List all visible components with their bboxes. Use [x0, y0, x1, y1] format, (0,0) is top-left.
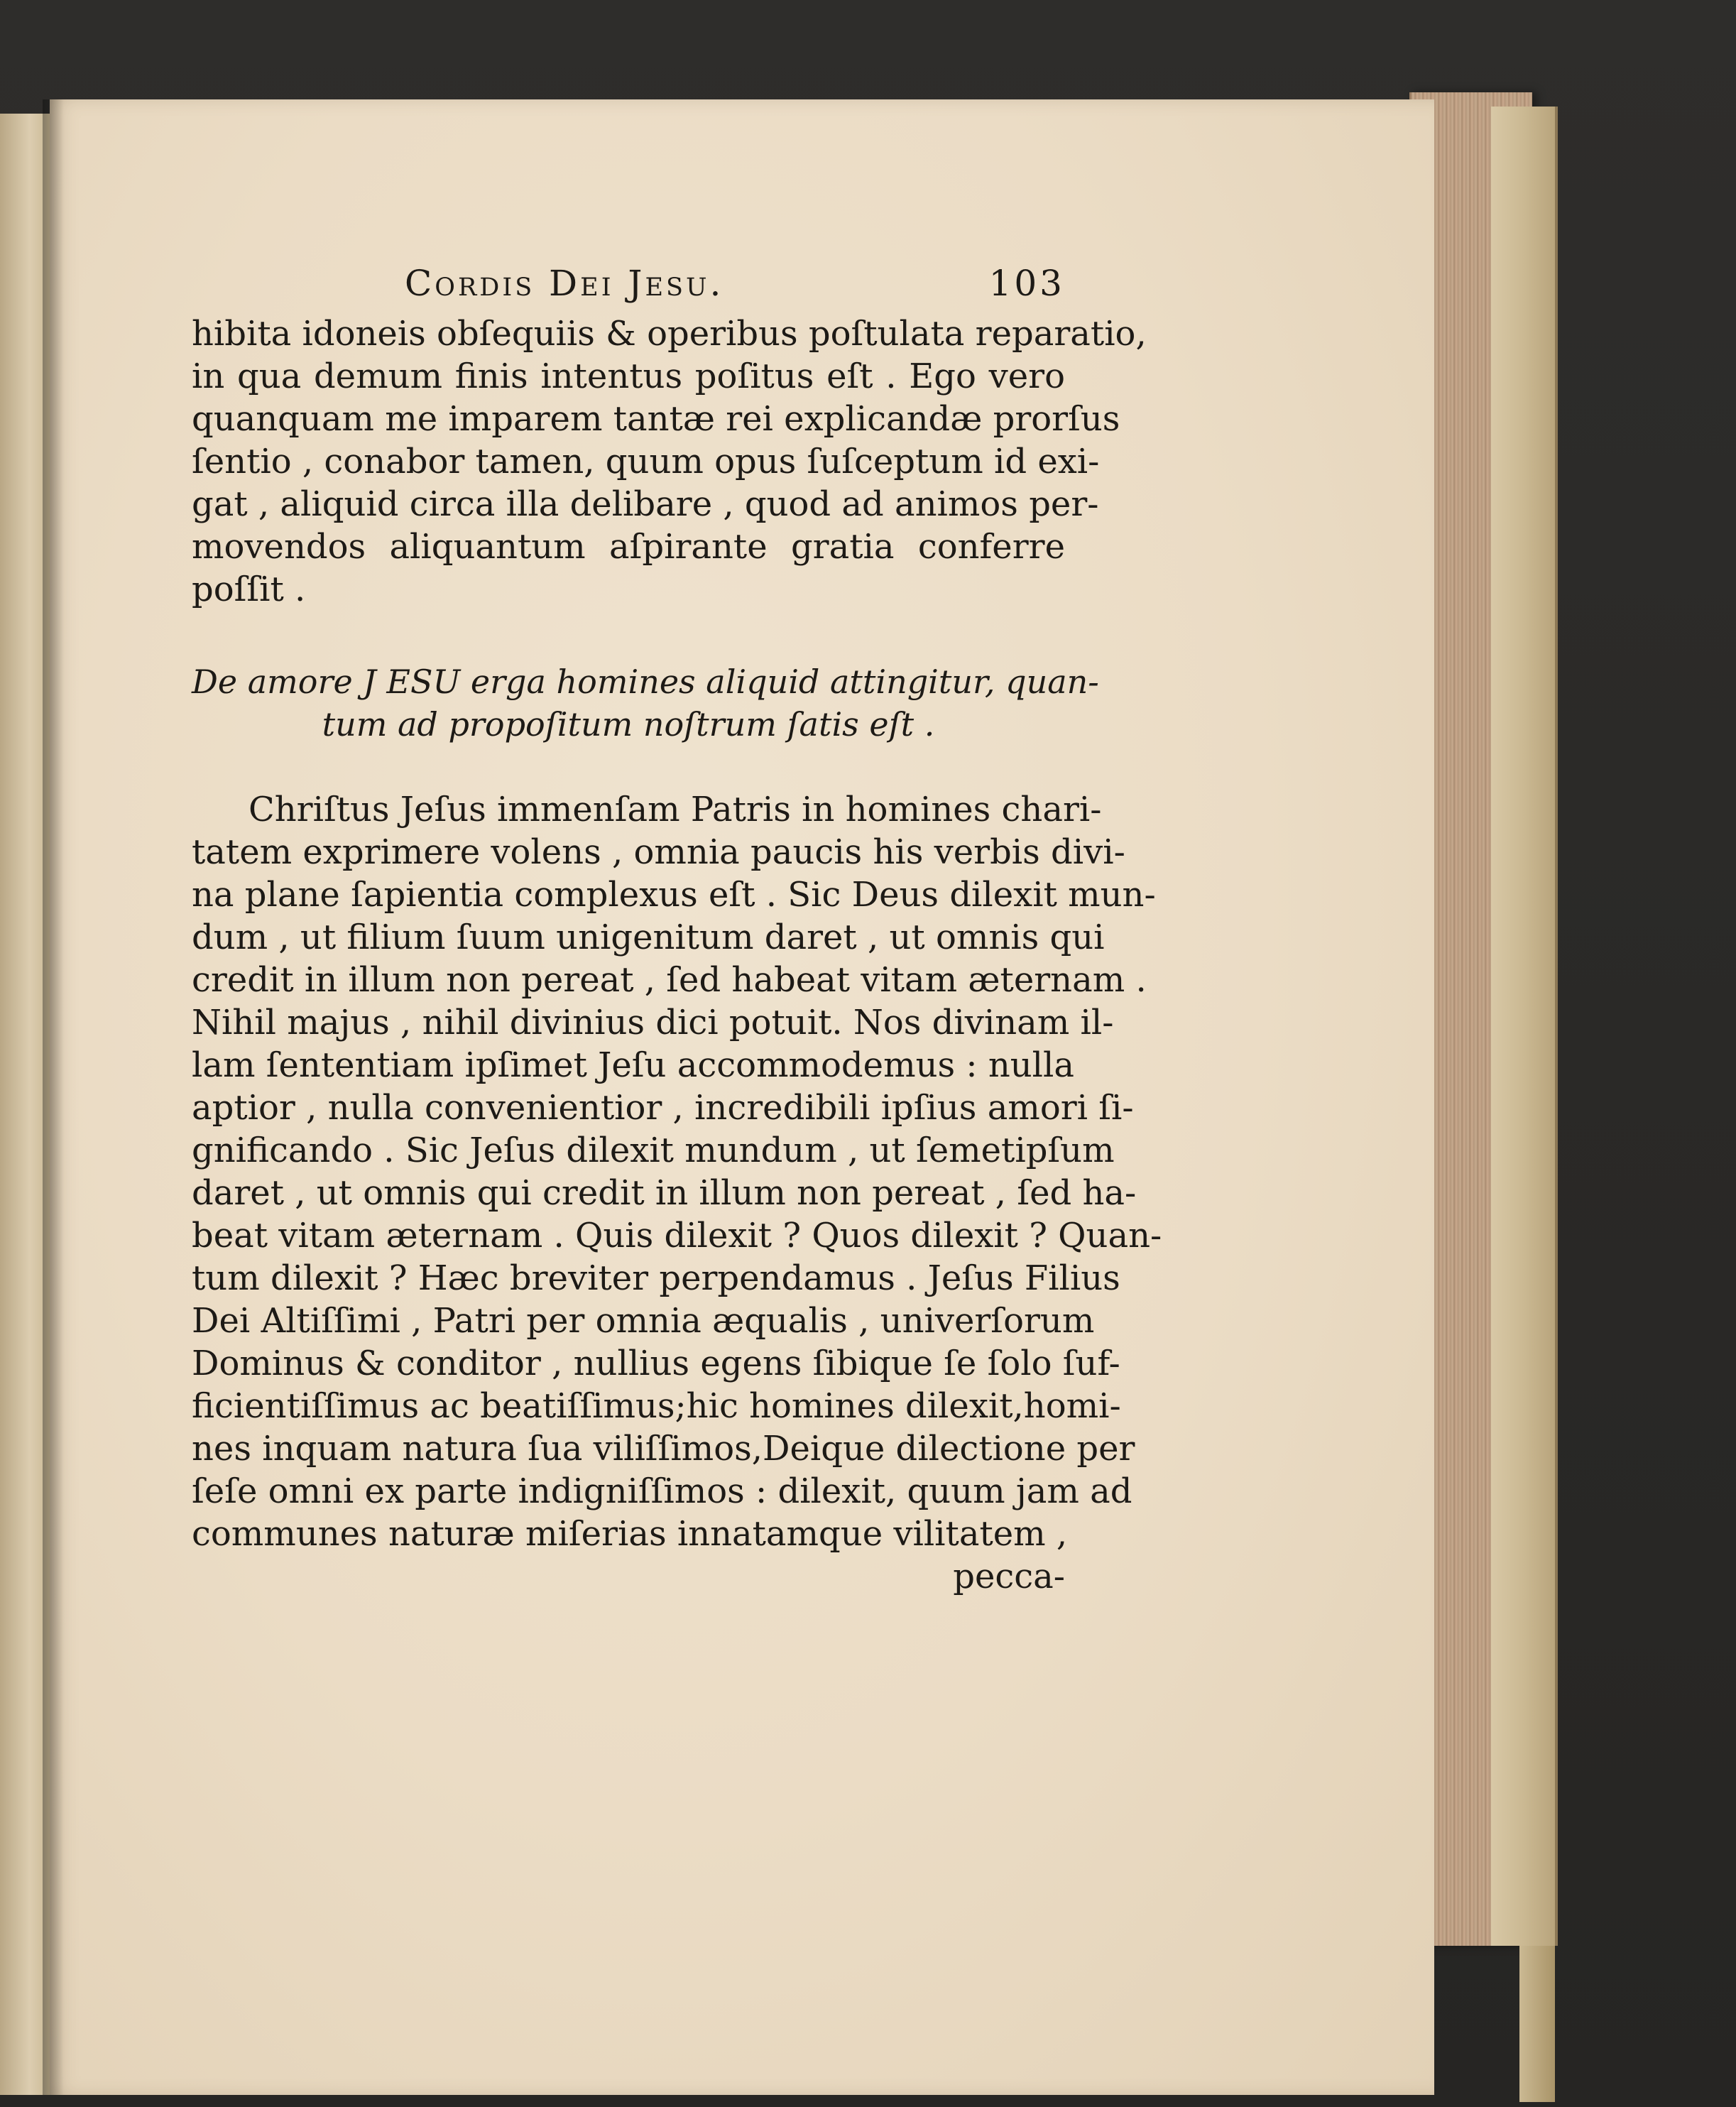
text-line: ſeſe omni ex parte indigniſſimos : dilexit, quum jam ad [192, 1471, 1132, 1511]
catchword-row [192, 1555, 1065, 1598]
book-cover-board-lower [1519, 1946, 1555, 2102]
text-line: credit in illum non pereat , ſed habeat vitam æternam . [192, 960, 1147, 1000]
text-line: aptior , nulla convenientior , incredibili ipſius amori ſi- [192, 1088, 1134, 1128]
text-line: tum dilexit ? Hæc breviter perpendamus . Jeſus Filius [192, 1258, 1120, 1298]
text-line: hibita idoneis obſequiis & operibus poſtulata reparatio, [192, 314, 1147, 354]
text-line: communes naturæ miſerias innatamque vilitatem , [192, 1514, 1068, 1554]
text-line: gnificando . Sic Jeſus dilexit mundum , ut ſemetipſum [192, 1131, 1115, 1170]
text-line: quanquam me imparem tantæ rei explicandæ prorſus [192, 399, 1120, 439]
text-line: movendos aliquantum aſpirante gratia conferre [192, 527, 1065, 567]
text-line: dum , ut filium ſuum unigenitum daret , ut omnis qui [192, 918, 1105, 957]
book-cover-board [1491, 107, 1558, 1946]
text-line: Dominus & conditor , nullius egens ſibique ſe ſolo ſuf- [192, 1344, 1120, 1383]
text-line: beat vitam æternam . Quis dilexit ? Quos dilexit ? Quan- [192, 1216, 1162, 1256]
running-title: Cordis Dei Jesu. [405, 263, 724, 304]
text-line: daret , ut omnis qui credit in illum non pereat , ſed ha- [192, 1173, 1137, 1213]
text-line: nes inquam natura ſua viliſſimos,Deique dilectione per [192, 1429, 1135, 1469]
page-number: 103 [988, 263, 1065, 304]
text-line: Nihil majus , nihil divinius dici potuit. Nos divinam il- [192, 1003, 1114, 1042]
text-line: gat , aliquid circa illa delibare , quod ad animos per- [192, 484, 1099, 524]
text-line: ſentio , conabor tamen, quum opus ſuſceptum id exi- [192, 442, 1100, 481]
gutter-shadow [43, 99, 64, 2095]
text-line: Dei Altiſſimi , Patri per omnia æqualis , univerſorum [192, 1301, 1095, 1341]
text-line: lam ſententiam ipſimet Jeſu accommodemus : nulla [192, 1045, 1074, 1085]
body-paragraph [192, 788, 1162, 1555]
text-line: ficientiſſimus ac beatiſſimus;hic homines dilexit,homi- [192, 1386, 1121, 1426]
intro-paragraph [192, 312, 1147, 611]
catchword: pecca- [953, 1557, 1065, 1596]
page-text [192, 256, 1162, 1598]
text-line: Chriſtus Jeſus immenſam Patris in homines chari- [249, 790, 1102, 829]
text-line: tatem exprimere volens , omnia paucis his verbis divi- [192, 832, 1125, 872]
running-head [192, 256, 1065, 312]
text-line: in qua demum finis intentus poſitus eſt . Ego vero [192, 356, 1065, 396]
section-heading [192, 660, 1099, 746]
heading-line: De amore J ESU erga homines aliquid attingitur, quan- [192, 663, 1099, 701]
text-line: poſſit . [192, 570, 306, 609]
text-line: na plane ſapientia complexus eſt . Sic Deus dilexit mun- [192, 875, 1156, 915]
heading-line: tum ad propoſitum noſtrum ſatis eſt . [322, 705, 935, 744]
